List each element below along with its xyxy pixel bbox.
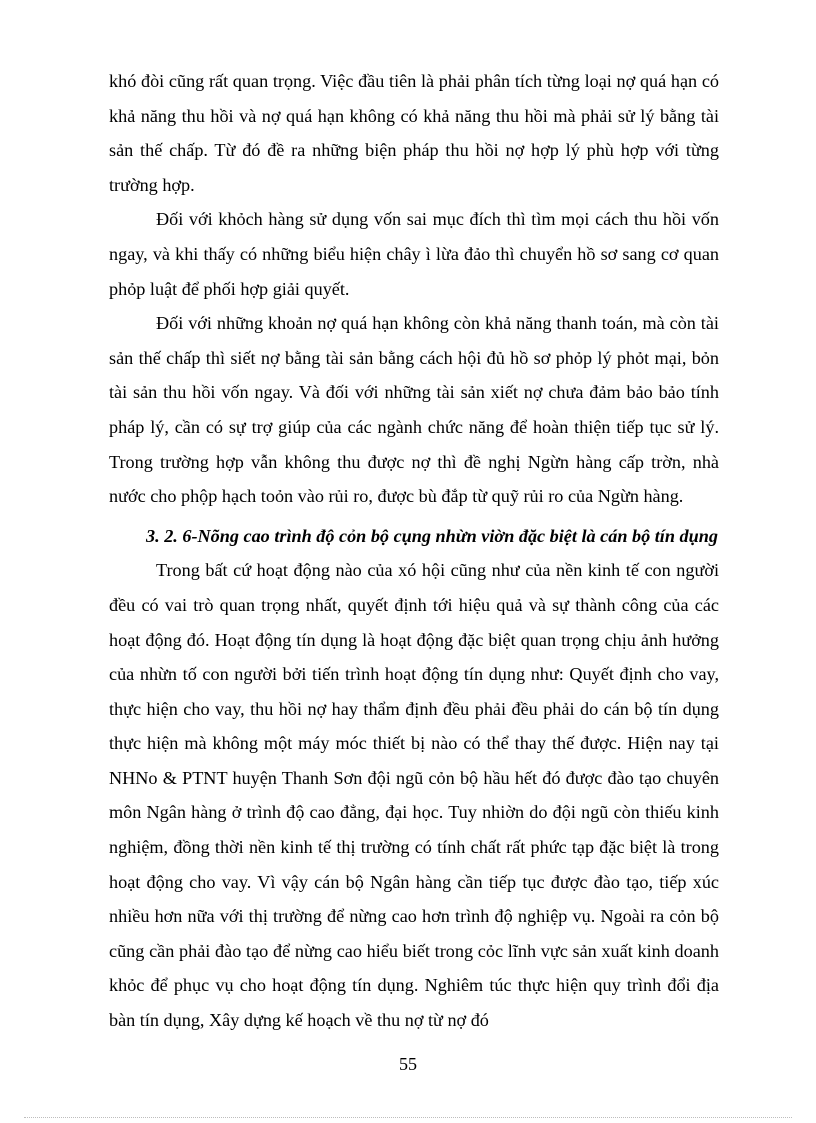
paragraph-staff-training: Trong bất cứ hoạt động nào của xó hội cũng như của nền kinh tế con người đều có vai trò quan trọng nhất, quyết định tới hiệu quả và sự thành công của các hoạt động đó. Hoạt động tín dụng là hoạt động đặc biệt quan trọng chịu ảnh hưởng của nhừn tố con người bởi tiến trình hoạt động tín dụng như: Quyết định cho vay, thực hiện cho vay, thu hồi nợ hay thẩm định đều phải đều phải do cán bộ tín dụng thực hiện mà không một máy móc thiết bị nào có thể thay thế được. Hiện nay tại NHNo & PTNT huyện Thanh Sơn đội ngũ cỏn bộ hầu hết đó được đào tạo chuyên môn Ngân hàng ở trình độ cao đẳng, đại học. Tuy nhiờn do đội ngũ còn thiếu kinh nghiệm, đồng thời nền kinh tế thị trường có tính chất rất phức tạp đặc biệt là trong hoạt động cho vay. Vì vậy cán bộ Ngân hàng cần tiếp tục được đào tạo, tiếp xúc nhiều hơn nữa với thị trường để nừng cao hơn trình độ nghiệp vụ. Ngoài ra cỏn bộ cũng cần phải đào tạo để nừng cao hiểu biết trong cỏc lĩnh vực sản xuất kinh doanh khỏc để phục vụ cho hoạt động tín dụng. Nghiêm túc thực hiện quy trình đổi địa bàn tín dụng, Xây dựng kế hoạch về thu nợ từ nợ đó xyxy=(109,560,719,1031)
page-body xyxy=(109,64,719,1038)
paragraph-collateral-liquidation: Đối với những khoản nợ quá hạn không còn khả năng thanh toán, mà còn tài sản thế chấp thì siết nợ bằng tài sản bằng cách hội đủ hồ sơ phỏp lý phỏt mại, bỏn tài sản thu hồi vốn ngay. Và đối với những tài sản xiết nợ chưa đảm bảo bảo tính pháp lý, cần có sự trợ giúp của các ngành chức năng để hoàn thiện tiếp tục sử lý. Trong trường hợp vẫn không thu được nợ thì đề nghị Ngừn hàng cấp trờn, nhà nước cho phộp hạch toỏn vào rủi ro, được bù đắp từ quỹ rủi ro của Ngừn hàng. xyxy=(109,313,719,507)
page-bottom-divider xyxy=(24,1117,792,1118)
section-heading: 3. 2. 6-Nõng cao trình độ cỏn bộ cụng nhừn viờn đặc biệt là cán bộ tín dụng xyxy=(146,525,718,546)
paragraph-misused-capital: Đối với khỏch hàng sử dụng vốn sai mục đích thì tìm mọi cách thu hồi vốn ngay, và khi thấy có những biểu hiện chây ì lừa đảo thì chuyển hồ sơ sang cơ quan phỏp luật để phối hợp giải quyết. xyxy=(109,209,719,299)
page-number: 55 xyxy=(399,1054,417,1074)
paragraph-debt-analysis: khó đòi cũng rất quan trọng. Việc đầu tiên là phải phân tích từng loại nợ quá hạn có khả năng thu hồi và nợ quá hạn không có khả năng thu hồi mà phải sử lý bằng tài sản thế chấp. Từ đó đề ra những biện pháp thu hồi nợ hợp lý phù hợp với từng trường hợp. xyxy=(109,71,719,195)
